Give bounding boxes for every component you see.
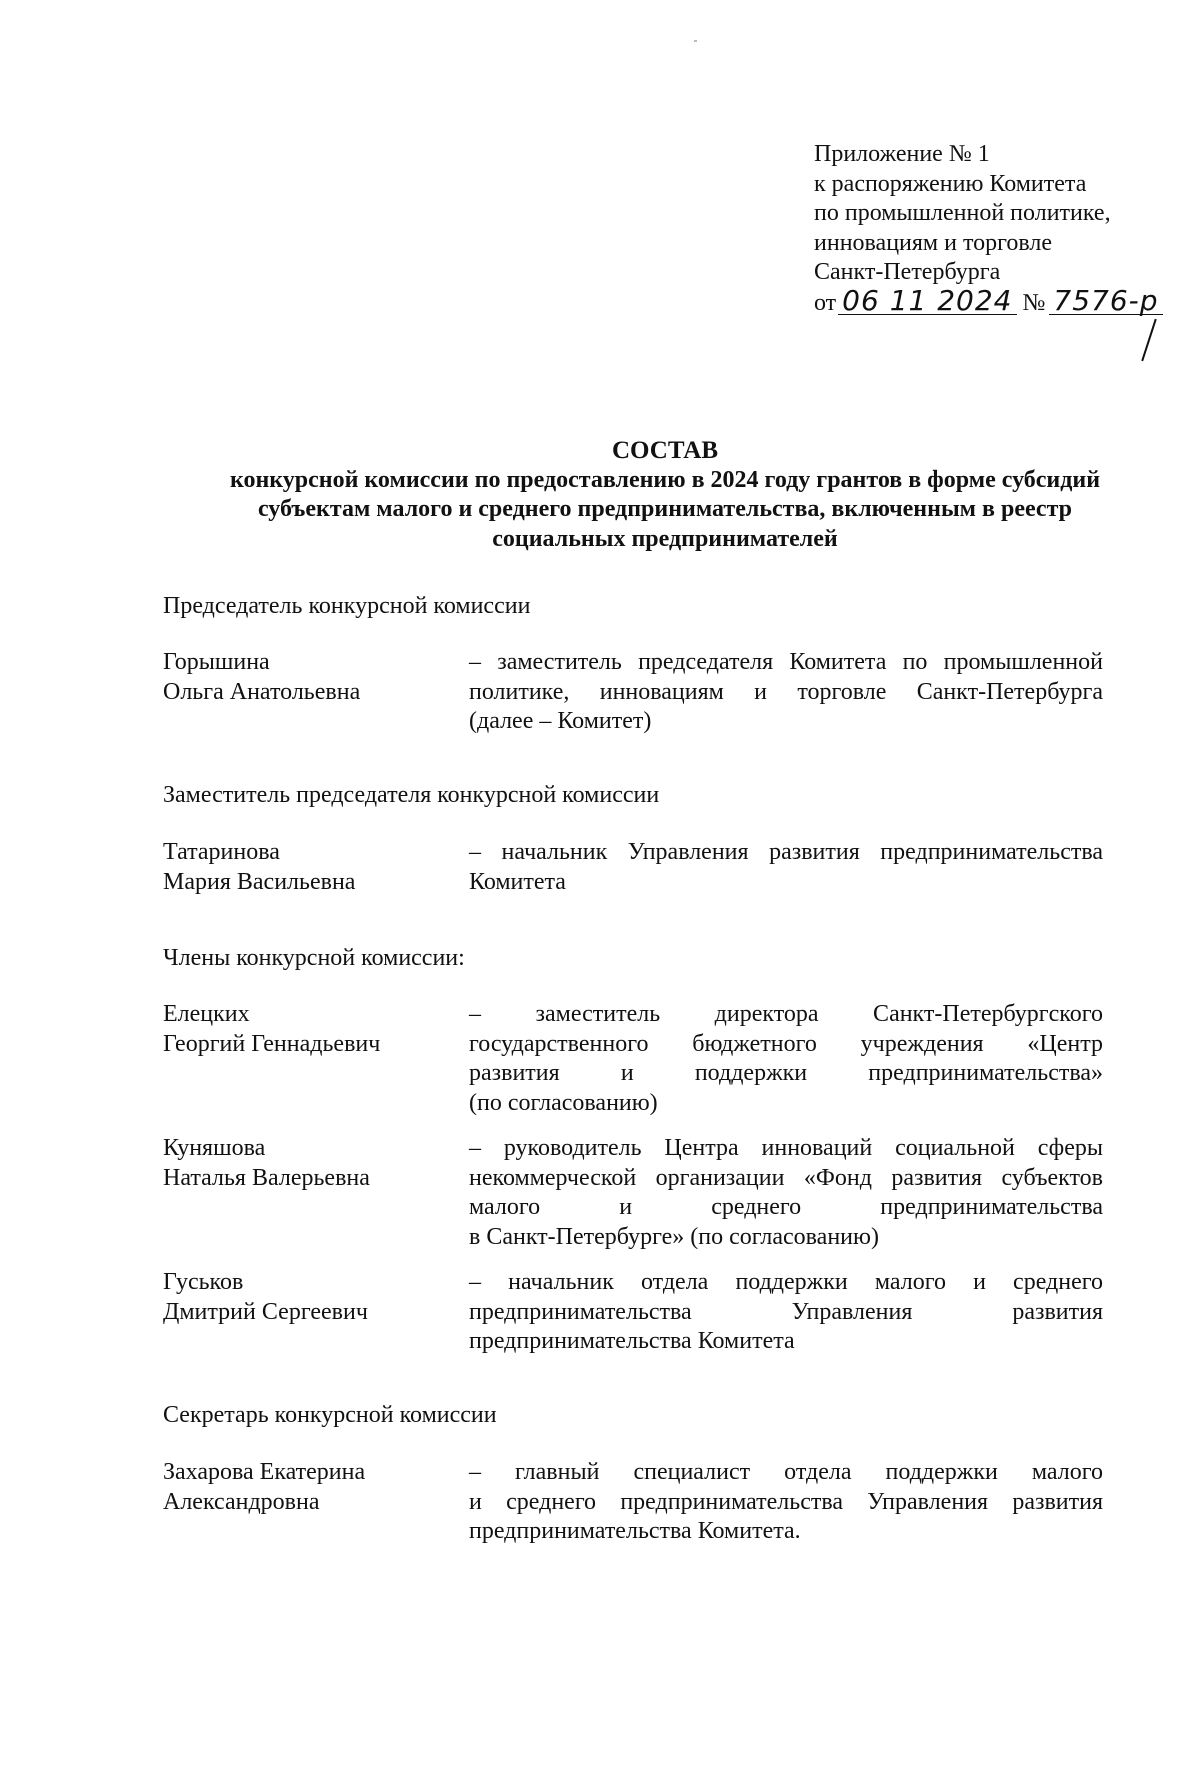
position-line: (по согласованию)	[469, 1089, 658, 1116]
member-name	[163, 1268, 453, 1327]
member-surname: Гуськов	[163, 1269, 244, 1295]
title-line-1: конкурсной комиссии по предоставлению в 2024 году грантов в форме субсидий	[229, 466, 1101, 493]
member-position	[469, 1134, 1103, 1252]
position-line: государственного бюджетного учреждения «Центр	[469, 1030, 1103, 1057]
position-line: – начальник Управления развития предпринимательства	[469, 839, 1103, 865]
position-line: – главный специалист отдела поддержки малого	[469, 1459, 1103, 1485]
appendix-date-line	[814, 283, 1174, 319]
position-line: предпринимательства Управления развития	[469, 1298, 1103, 1325]
member-given-name: Александровна	[163, 1488, 320, 1515]
member-position	[469, 838, 1103, 897]
appendix-line-4: инновациям и торговле	[814, 229, 1053, 256]
position-line: предпринимательства Комитета	[469, 1328, 795, 1354]
document-title	[150, 436, 1180, 554]
handwritten-number: 7576-р	[1049, 288, 1162, 315]
member-given-name: Ольга Анатольевна	[163, 678, 361, 705]
title-line-2: субъектам малого и среднего предпринимательства, включенным в реестр	[257, 496, 1073, 522]
member-given-name: Мария Васильевна	[163, 868, 356, 895]
member-name	[163, 648, 453, 707]
member-surname: Елецких	[163, 1001, 250, 1027]
member-surname: Куняшова	[163, 1135, 266, 1161]
position-line: политике, инновациям и торговле Санкт-Петербурга	[469, 678, 1103, 705]
member-name	[163, 1134, 453, 1193]
member-position	[469, 1000, 1103, 1118]
member-surname: Горышина	[163, 649, 270, 675]
position-line: некоммерческой организации «Фонд развития субъектов	[469, 1164, 1103, 1191]
number-label: №	[1022, 289, 1046, 316]
title-main: СОСТАВ	[611, 437, 719, 464]
position-line: и среднего предпринимательства Управления развития	[469, 1488, 1103, 1515]
position-line: предпринимательства Комитета.	[469, 1518, 801, 1544]
appendix-line-1: Приложение № 1	[814, 141, 990, 167]
member-given-name: Наталья Валерьевна	[163, 1164, 370, 1191]
appendix-line-3: по промышленной политике,	[814, 200, 1111, 226]
member-position	[469, 1458, 1103, 1547]
member-position	[469, 648, 1103, 737]
member-name	[163, 1000, 453, 1059]
member-surname: Захарова Екатерина	[163, 1459, 366, 1485]
position-line: – руководитель Центра инноваций социальной сферы	[469, 1135, 1103, 1161]
position-line: – заместитель директора Санкт-Петербургского	[469, 1001, 1103, 1027]
secretary-heading: Секретарь конкурсной комиссии	[163, 1402, 497, 1428]
position-line: – заместитель председателя Комитета по промышленной	[469, 649, 1103, 675]
from-label: от	[814, 289, 837, 316]
member-name	[163, 1458, 453, 1517]
position-line: в Санкт-Петербурге» (по согласованию)	[469, 1223, 879, 1250]
handwritten-stroke	[1141, 319, 1156, 361]
member-given-name: Дмитрий Сергеевич	[163, 1298, 368, 1325]
handwritten-date: 06 11 2024	[838, 288, 1016, 315]
position-line: малого и среднего предпринимательства	[469, 1194, 1103, 1220]
title-line-3: социальных предпринимателей	[492, 525, 838, 552]
chair-heading: Председатель конкурсной комиссии	[163, 593, 531, 619]
scan-speck	[694, 40, 697, 42]
appendix-line-2: к распоряжению Комитета	[814, 170, 1087, 197]
members-heading: Члены конкурсной комиссии:	[163, 945, 465, 971]
appendix-header	[814, 140, 1174, 318]
position-line: – начальник отдела поддержки малого и среднего	[469, 1269, 1103, 1295]
member-given-name: Георгий Геннадьевич	[163, 1030, 381, 1057]
appendix-line-5: Санкт-Петербурга	[814, 259, 1001, 285]
member-name	[163, 838, 453, 897]
position-line: (далее – Комитет)	[469, 708, 652, 734]
member-surname: Татаринова	[163, 839, 280, 865]
position-line: развития и поддержки предпринимательства»	[469, 1060, 1103, 1086]
member-position	[469, 1268, 1103, 1357]
position-line: Комитета	[469, 868, 566, 895]
deputy-heading: Заместитель председателя конкурсной комиссии	[163, 782, 660, 808]
